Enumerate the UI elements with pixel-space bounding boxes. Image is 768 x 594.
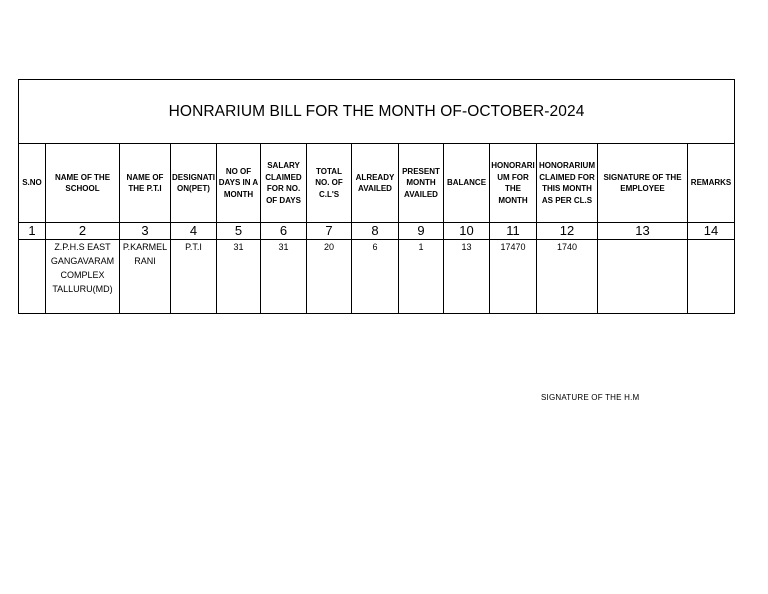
column-number-row bbox=[19, 223, 735, 240]
cell-total-cls: 20 bbox=[307, 240, 352, 314]
column-number: 5 bbox=[217, 223, 261, 240]
cell-already-availed: 6 bbox=[352, 240, 399, 314]
header-school: NAME OF THE SCHOOL bbox=[46, 144, 120, 223]
cell-remarks bbox=[688, 240, 735, 314]
bill-title: HONRARIUM BILL FOR THE MONTH OF-OCTOBER-2024 bbox=[19, 80, 735, 144]
column-number: 10 bbox=[444, 223, 490, 240]
cell-honorarium-month: 17470 bbox=[490, 240, 537, 314]
cell-designation: P.T.I bbox=[171, 240, 217, 314]
header-pti-name: NAME OF THE P.T.I bbox=[120, 144, 171, 223]
column-number: 11 bbox=[490, 223, 537, 240]
cell-employee-signature bbox=[598, 240, 688, 314]
column-number: 1 bbox=[19, 223, 46, 240]
column-number: 8 bbox=[352, 223, 399, 240]
column-number: 7 bbox=[307, 223, 352, 240]
column-number: 14 bbox=[688, 223, 735, 240]
header-sno: S.NO bbox=[19, 144, 46, 223]
column-number: 9 bbox=[399, 223, 444, 240]
table-row bbox=[19, 240, 735, 314]
column-number: 2 bbox=[46, 223, 120, 240]
header-honorarium-month: HONORARI UM FOR THE MONTH bbox=[490, 144, 537, 223]
header-present-month-availed: PRESENT MONTH AVAILED bbox=[399, 144, 444, 223]
cell-honorarium-claimed: 1740 bbox=[537, 240, 598, 314]
header-row bbox=[19, 144, 735, 223]
column-number: 4 bbox=[171, 223, 217, 240]
header-employee-signature: SIGNATURE OF THE EMPLOYEE bbox=[598, 144, 688, 223]
cell-school: Z.P.H.S EAST GANGAVARAM COMPLEX TALLURU(MD) bbox=[46, 240, 120, 314]
header-remarks: REMARKS bbox=[688, 144, 735, 223]
cell-salary-days: 31 bbox=[261, 240, 307, 314]
cell-present-month-availed: 1 bbox=[399, 240, 444, 314]
header-balance: BALANCE bbox=[444, 144, 490, 223]
column-number: 13 bbox=[598, 223, 688, 240]
header-honorarium-claimed: HONORARIUM CLAIMED FOR THIS MONTH AS PER CL.S bbox=[537, 144, 598, 223]
honorarium-bill-table bbox=[18, 79, 735, 314]
header-total-cls: TOTAL NO. OF C.L'S bbox=[307, 144, 352, 223]
cell-sno bbox=[19, 240, 46, 314]
cell-pti-name: P.KARMEL RANI bbox=[120, 240, 171, 314]
column-number: 12 bbox=[537, 223, 598, 240]
hm-signature-label: SIGNATURE OF THE H.M bbox=[541, 393, 640, 402]
header-already-availed: ALREADY AVAILED bbox=[352, 144, 399, 223]
header-salary-days: SALARY CLAIMED FOR NO. OF DAYS bbox=[261, 144, 307, 223]
header-days-in-month: NO OF DAYS IN A MONTH bbox=[217, 144, 261, 223]
column-number: 3 bbox=[120, 223, 171, 240]
cell-days-in-month: 31 bbox=[217, 240, 261, 314]
title-row bbox=[19, 80, 735, 144]
header-designation: DESIGNATI ON(PET) bbox=[171, 144, 217, 223]
column-number: 6 bbox=[261, 223, 307, 240]
cell-balance: 13 bbox=[444, 240, 490, 314]
